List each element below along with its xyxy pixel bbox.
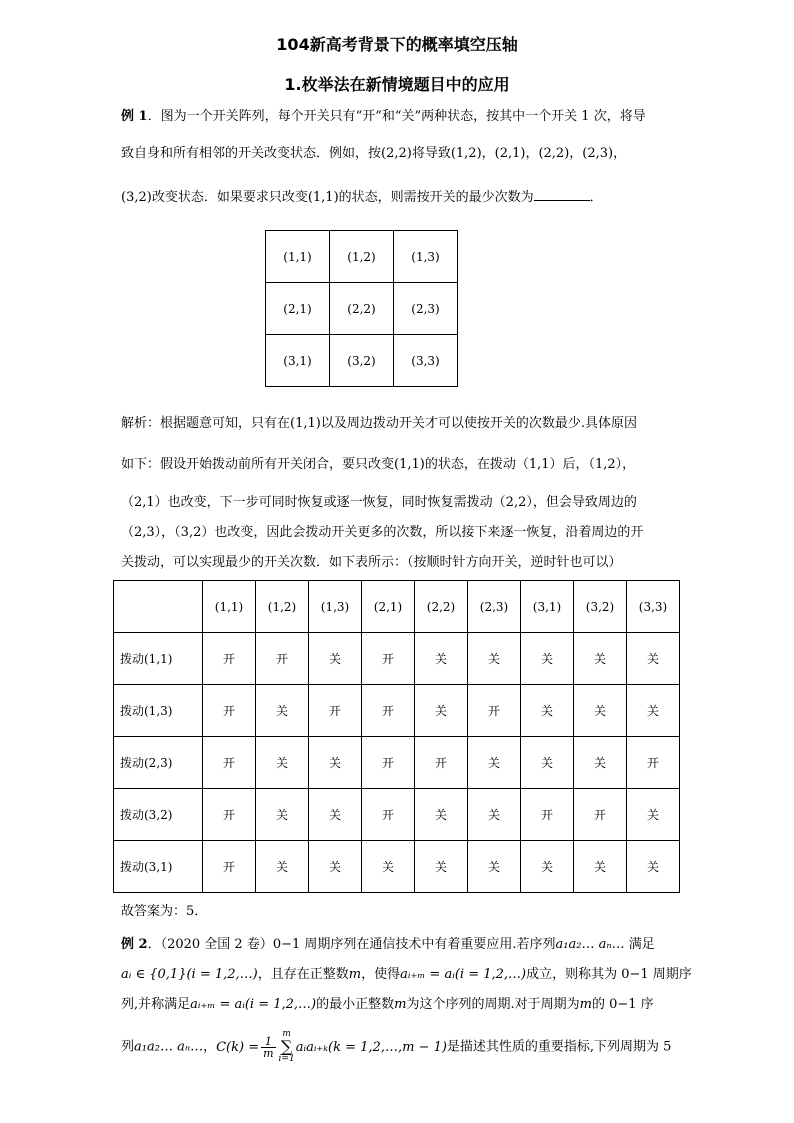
state-cell: 关 (415, 789, 468, 841)
grid-cell: (1,1) (266, 231, 330, 283)
state-cell: 关 (362, 841, 415, 893)
table-row (114, 737, 680, 789)
analysis-line3: （2,1）也改变，下一步可同时恢复或逐一恢复，同时恢复需拨动（2,2），但会导致周边的 (121, 495, 637, 510)
summation-symbol: m ∑ i=1 (278, 1029, 295, 1064)
state-cell: 关 (627, 789, 680, 841)
state-cell: 开 (203, 841, 256, 893)
toggle-result-table (113, 580, 680, 893)
header-cell: (3,3) (627, 581, 680, 633)
section-title: 1.枚举法在新情境题目中的应用 (284, 75, 510, 94)
header-corner-cell (114, 581, 203, 633)
state-cell: 开 (574, 789, 627, 841)
state-cell: 关 (521, 841, 574, 893)
state-cell: 关 (627, 633, 680, 685)
grid-cell: (3,1) (266, 335, 330, 387)
analysis-line1: 解析：根据题意可知，只有在(1,1)以及周边拨动开关才可以使按开关的次数最少.具体原因 (121, 416, 637, 431)
state-cell: 关 (627, 841, 680, 893)
row-label: 拨动(1,3) (114, 685, 203, 737)
state-cell: 关 (468, 633, 521, 685)
document-title: 104新高考背景下的概率填空压轴 (276, 35, 518, 54)
state-cell: 关 (468, 841, 521, 893)
fraction: $\frac{1}{m}$ (263, 1034, 274, 1060)
example2-label: 例 2 (121, 937, 148, 952)
state-cell: 关 (415, 685, 468, 737)
answer-line: 故答案为：5． (121, 904, 208, 919)
state-cell: 开 (203, 633, 256, 685)
state-cell: 开 (468, 685, 521, 737)
state-cell: 开 (521, 789, 574, 841)
grid-cell: (2,2) (330, 283, 394, 335)
grid-cell: (2,3) (394, 283, 458, 335)
state-cell: 关 (256, 841, 309, 893)
state-cell: 开 (203, 737, 256, 789)
header-cell: (2,1) (362, 581, 415, 633)
state-cell: 关 (574, 633, 627, 685)
state-cell: 关 (521, 633, 574, 685)
state-cell: 关 (415, 633, 468, 685)
result-header-row (114, 581, 680, 633)
analysis-line2: 如下：假设开始拨动前所有开关闭合，要只改变(1,1)的状态，在拨动（1,1）后，（1,2）， (121, 457, 636, 472)
ck-formula: C(k) = $\frac{1}{m}$ m ∑ i=1aᵢaᵢ₊ₖ(k = 1,2,…,m − 1) (216, 1029, 447, 1064)
state-cell: 开 (362, 789, 415, 841)
grid-cell: (3,2) (330, 335, 394, 387)
example2-line3: 列,并称满足aᵢ₊ₘ = aᵢ(i = 1,2,…)的最小正整数m为这个序列的周期.对于周期为m的 0−1 序 (121, 997, 654, 1012)
state-cell: 关 (468, 737, 521, 789)
grid-row (266, 283, 458, 335)
header-cell: (1,1) (203, 581, 256, 633)
state-cell: 开 (415, 737, 468, 789)
state-cell: 关 (415, 841, 468, 893)
state-cell: 关 (309, 789, 362, 841)
state-cell: 关 (309, 737, 362, 789)
grid-cell: (1,2) (330, 231, 394, 283)
state-cell: 开 (362, 633, 415, 685)
table-row (114, 633, 680, 685)
analysis-line5: 关拨动，可以实现最少的开关次数．如下表所示：（按顺时针方向开关，逆时针也可以） (121, 555, 622, 570)
example1-line1: 例 1．图为一个开关阵列，每个开关只有“开”和“关”两种状态，按其中一个开关 1 次，将导 (121, 109, 646, 124)
row-label: 拨动(2,3) (114, 737, 203, 789)
state-cell: 关 (309, 841, 362, 893)
header-cell: (1,3) (309, 581, 362, 633)
grid-cell: (3,3) (394, 335, 458, 387)
grid-row (266, 231, 458, 283)
state-cell: 关 (627, 685, 680, 737)
state-cell: 开 (256, 633, 309, 685)
state-cell: 开 (203, 685, 256, 737)
state-cell: 关 (256, 737, 309, 789)
example1-line2: 致自身和所有相邻的开关改变状态．例如，按(2,2)将导致(1,2)，(2,1)，(2,2)，(2,3)， (121, 146, 627, 161)
state-cell: 关 (521, 685, 574, 737)
analysis-line4: （2,3），（3,2）也改变，因此会拨动开关更多的次数，所以接下来逐一恢复，沿着周边的开 (121, 525, 644, 540)
state-cell: 开 (362, 685, 415, 737)
header-cell: (1,2) (256, 581, 309, 633)
grid-cell: (2,1) (266, 283, 330, 335)
state-cell: 关 (256, 789, 309, 841)
state-cell: 开 (362, 737, 415, 789)
header-cell: (2,2) (415, 581, 468, 633)
example2-line4: 列a₁a₂… aₙ…，C(k) = $\frac{1}{m}$ m ∑ i=1aᵢaᵢ₊ₖ(k = 1,2,…,m − 1)是描述其性质的重要指标,下列周期为 5 (121, 1029, 672, 1064)
row-label: 拨动(1,1) (114, 633, 203, 685)
table-row (114, 841, 680, 893)
header-cell: (3,2) (574, 581, 627, 633)
header-cell: (3,1) (521, 581, 574, 633)
state-cell: 关 (521, 737, 574, 789)
answer-blank (534, 188, 590, 201)
example2-line1: 例 2．（2020 全国 2 卷）0−1 周期序列在通信技术中有着重要应用.若序列a₁a₂… aₙ… 满足 (121, 937, 655, 952)
example1-line3: (3,2)改变状态．如果要求只改变(1,1)的状态，则需按开关的最少次数为 ． (121, 190, 603, 205)
grid-cell: (1,3) (394, 231, 458, 283)
state-cell: 关 (309, 633, 362, 685)
state-cell: 开 (627, 737, 680, 789)
row-label: 拨动(3,2) (114, 789, 203, 841)
state-cell: 关 (574, 737, 627, 789)
switch-grid-table (265, 230, 458, 387)
table-row (114, 789, 680, 841)
state-cell: 开 (309, 685, 362, 737)
state-cell: 开 (203, 789, 256, 841)
example2-line2: aᵢ ∈ {0,1}(i = 1,2,…)，且存在正整数m，使得aᵢ₊ₘ = aᵢ(i = 1,2,…)成立，则称其为 0−1 周期序 (121, 967, 692, 982)
state-cell: 关 (468, 789, 521, 841)
table-row (114, 685, 680, 737)
state-cell: 关 (574, 841, 627, 893)
header-cell: (2,3) (468, 581, 521, 633)
row-label: 拨动(3,1) (114, 841, 203, 893)
example1-label: 例 1 (121, 109, 148, 124)
state-cell: 关 (256, 685, 309, 737)
grid-row (266, 335, 458, 387)
state-cell: 关 (574, 685, 627, 737)
